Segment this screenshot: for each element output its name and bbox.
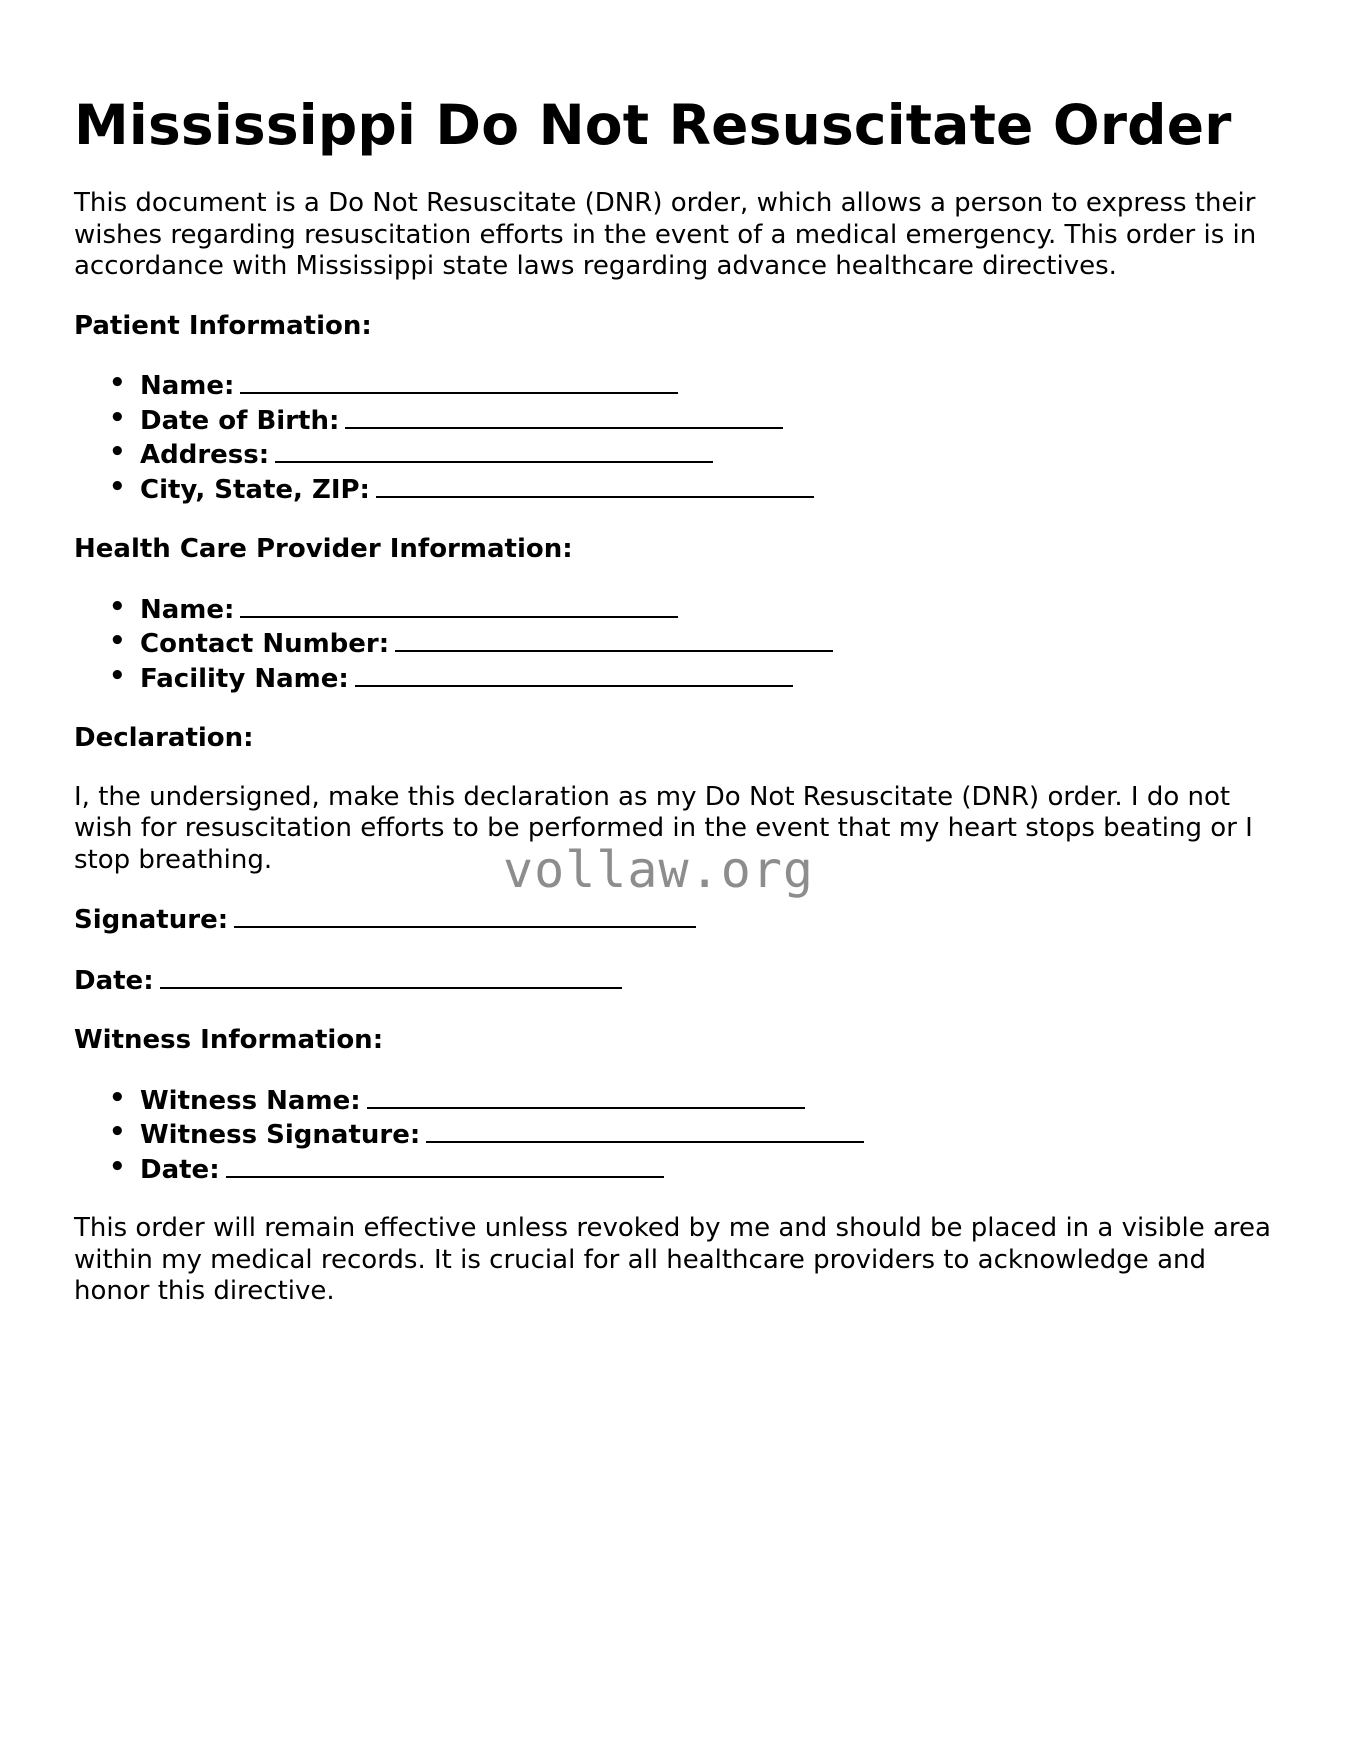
intro-paragraph: This document is a Do Not Resuscitate (DNR) order, which allows a person to express their wishes regarding resuscitation efforts in the event of a medical emergency. This order is in accordance with Mississippi state laws regarding advance healthcare directives. bbox=[74, 188, 1257, 281]
date-field bbox=[74, 963, 1274, 998]
field-label: Address: bbox=[140, 440, 270, 470]
bullet-icon: • bbox=[109, 471, 126, 502]
field-label: City, State, ZIP: bbox=[140, 474, 370, 505]
patient-dob-blank-line[interactable] bbox=[345, 403, 783, 429]
field-label: Facility Name: bbox=[140, 663, 349, 694]
witness-signature-blank-line[interactable] bbox=[426, 1117, 864, 1143]
provider-facility-name-field bbox=[109, 660, 1274, 696]
signature-blank-line[interactable] bbox=[234, 902, 696, 928]
witness-date-blank-line[interactable] bbox=[226, 1152, 664, 1178]
provider-name-blank-line[interactable] bbox=[240, 592, 678, 618]
field-label: Date: bbox=[140, 1154, 220, 1185]
patient-information-list bbox=[74, 368, 1274, 506]
provider-information-heading: Health Care Provider Information: bbox=[74, 534, 573, 564]
provider-contact-number-field bbox=[109, 626, 1274, 661]
provider-contact-number-blank-line[interactable] bbox=[395, 626, 833, 652]
field-label: Witness Signature: bbox=[140, 1120, 421, 1150]
bullet-icon: • bbox=[109, 660, 126, 691]
watermark-text: vollaw.org bbox=[503, 841, 815, 899]
patient-information-heading: Patient Information: bbox=[74, 310, 372, 341]
patient-name-blank-line[interactable] bbox=[240, 368, 678, 394]
witness-signature-field bbox=[109, 1117, 1274, 1152]
field-label: Date of Birth: bbox=[140, 405, 340, 436]
field-label: Witness Name: bbox=[140, 1085, 361, 1116]
bullet-icon: • bbox=[109, 368, 126, 398]
declaration-heading: Declaration: bbox=[74, 723, 254, 753]
document-page bbox=[74, 92, 1274, 1308]
bullet-icon: • bbox=[109, 1082, 126, 1113]
witness-date-field bbox=[109, 1151, 1274, 1187]
signature-label: Signature: bbox=[74, 905, 229, 935]
provider-facility-name-blank-line[interactable] bbox=[355, 661, 793, 687]
date-blank-line[interactable] bbox=[160, 963, 622, 989]
patient-city-state-zip-blank-line[interactable] bbox=[376, 472, 814, 498]
declaration-paragraph: I, the undersigned, make this declaration as my Do Not Resuscitate (DNR) order. I do not wish for resuscitation efforts to be performed in the event that my heart stops beating or I stop breathing. bbox=[74, 781, 1253, 875]
patient-dob-field bbox=[109, 402, 1274, 438]
patient-address-field bbox=[109, 437, 1274, 472]
patient-city-state-zip-field bbox=[109, 471, 1274, 507]
witness-name-field bbox=[109, 1082, 1274, 1118]
field-label: Name: bbox=[140, 371, 235, 401]
document-title: Mississippi Do Not Resuscitate Order bbox=[74, 93, 1232, 157]
patient-name-field bbox=[109, 368, 1274, 403]
witness-information-heading: Witness Information: bbox=[74, 1025, 384, 1055]
date-label: Date: bbox=[74, 965, 154, 996]
bullet-icon: • bbox=[109, 1117, 126, 1147]
bullet-icon: • bbox=[109, 402, 126, 433]
field-label: Name: bbox=[140, 594, 235, 625]
field-label: Contact Number: bbox=[140, 629, 390, 659]
witness-information-list bbox=[74, 1083, 1274, 1187]
provider-name-field bbox=[109, 591, 1274, 627]
closing-paragraph: This order will remain effective unless revoked by me and should be placed in a visible area within my medical records. It is crucial for all healthcare providers to acknowledge and honor this directive. bbox=[74, 1213, 1271, 1306]
bullet-icon: • bbox=[109, 437, 126, 467]
signature-field bbox=[74, 902, 1274, 937]
patient-address-blank-line[interactable] bbox=[275, 437, 713, 463]
witness-name-blank-line[interactable] bbox=[367, 1083, 805, 1109]
bullet-icon: • bbox=[109, 591, 126, 622]
provider-information-list bbox=[74, 592, 1274, 696]
bullet-icon: • bbox=[109, 626, 126, 656]
bullet-icon: • bbox=[109, 1151, 126, 1182]
